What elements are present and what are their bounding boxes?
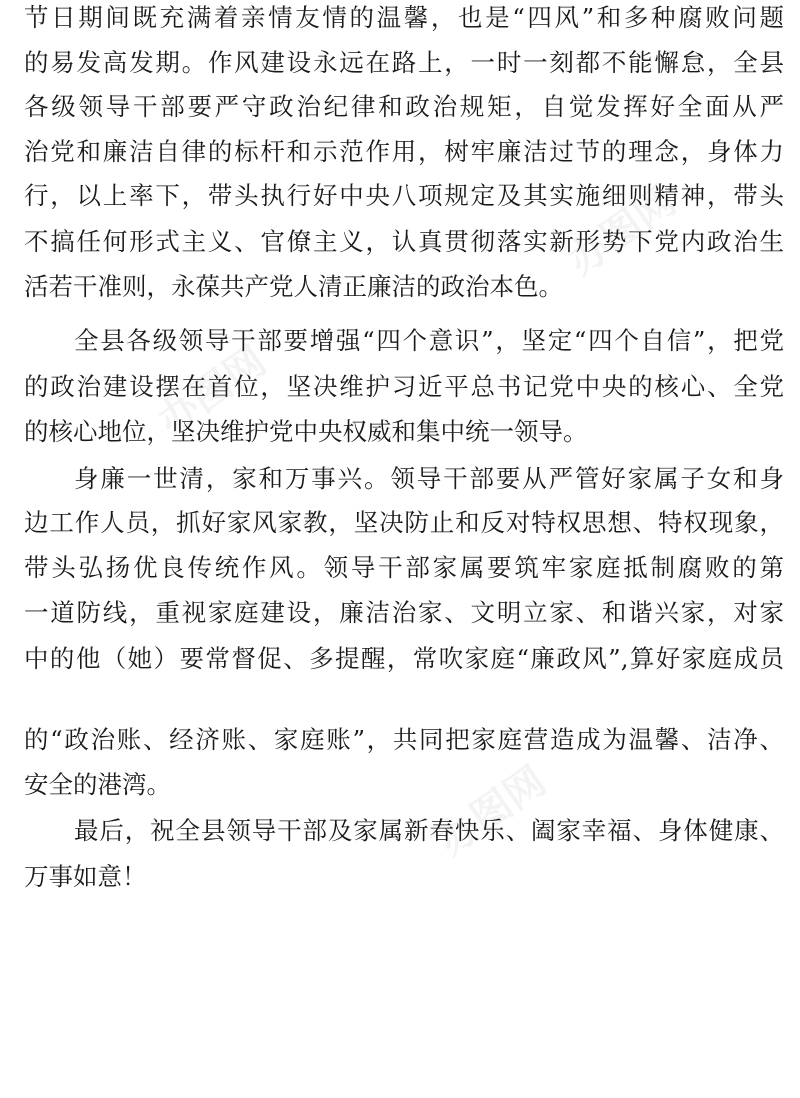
text-line: 行，以上率下，带头执行好中央八项规定及其实施细则精神，带头	[24, 181, 784, 210]
watermark-mark: 办图网	[149, 338, 275, 445]
text-line: 治党和廉洁自律的标杆和示范作用，树牢廉洁过节的理念，身体力	[24, 137, 784, 166]
text-line: 的易发高发期。作风建设永远在路上，一时一刻都不能懈怠，全县	[24, 48, 784, 77]
text-line: 的“政治账、经济账、家庭账”，共同把家庭营造成为温馨、洁净、	[24, 725, 784, 754]
watermark-mark: 办图网	[429, 758, 555, 865]
text-line: 各级领导干部要严守政治纪律和政治规矩，自觉发挥好全面从严	[24, 92, 784, 121]
text-line: 节日期间既充满着亲情友情的温馨，也是“四风”和多种腐败问题	[24, 3, 784, 32]
text-line: 带头弘扬优良传统作风。领导干部家属要筑牢家庭抵制腐败的第	[24, 553, 784, 582]
text-line: 不搞任何形式主义、官僚主义，认真贯彻落实新形势下党内政治生	[24, 227, 784, 256]
text-line: 的政治建设摆在首位，坚决维护习近平总书记党中央的核心、全党	[24, 372, 784, 401]
text-line: 的核心地位，坚决维护党中央权威和集中统一领导。	[24, 417, 588, 446]
watermark-mark: 办图网	[559, 178, 685, 285]
text-line: 中的他（她）要常督促、多提醒，常吹家庭“廉政风”,算好家庭成员	[24, 644, 784, 673]
text-line: 安全的港湾。	[24, 770, 171, 799]
text-line: 身廉一世清，家和万事兴。领导干部要从严管好家属子女和身	[74, 464, 784, 493]
text-line: 万事如意！	[24, 862, 147, 891]
text-line: 活若干准则，永葆共产党人清正廉洁的政治本色。	[24, 272, 563, 301]
text-line: 一道防线，重视家庭建设，廉洁治家、文明立家、和谐兴家，对家	[24, 598, 784, 627]
text-line: 边工作人员，抓好家风家教，坚决防止和反对特权思想、特权现象，	[24, 508, 784, 537]
text-line: 全县各级领导干部要增强“四个意识”，坚定“四个自信”，把党	[74, 326, 784, 355]
text-line: 最后，祝全县领导干部及家属新春快乐、阖家幸福、身体健康、	[74, 816, 784, 845]
